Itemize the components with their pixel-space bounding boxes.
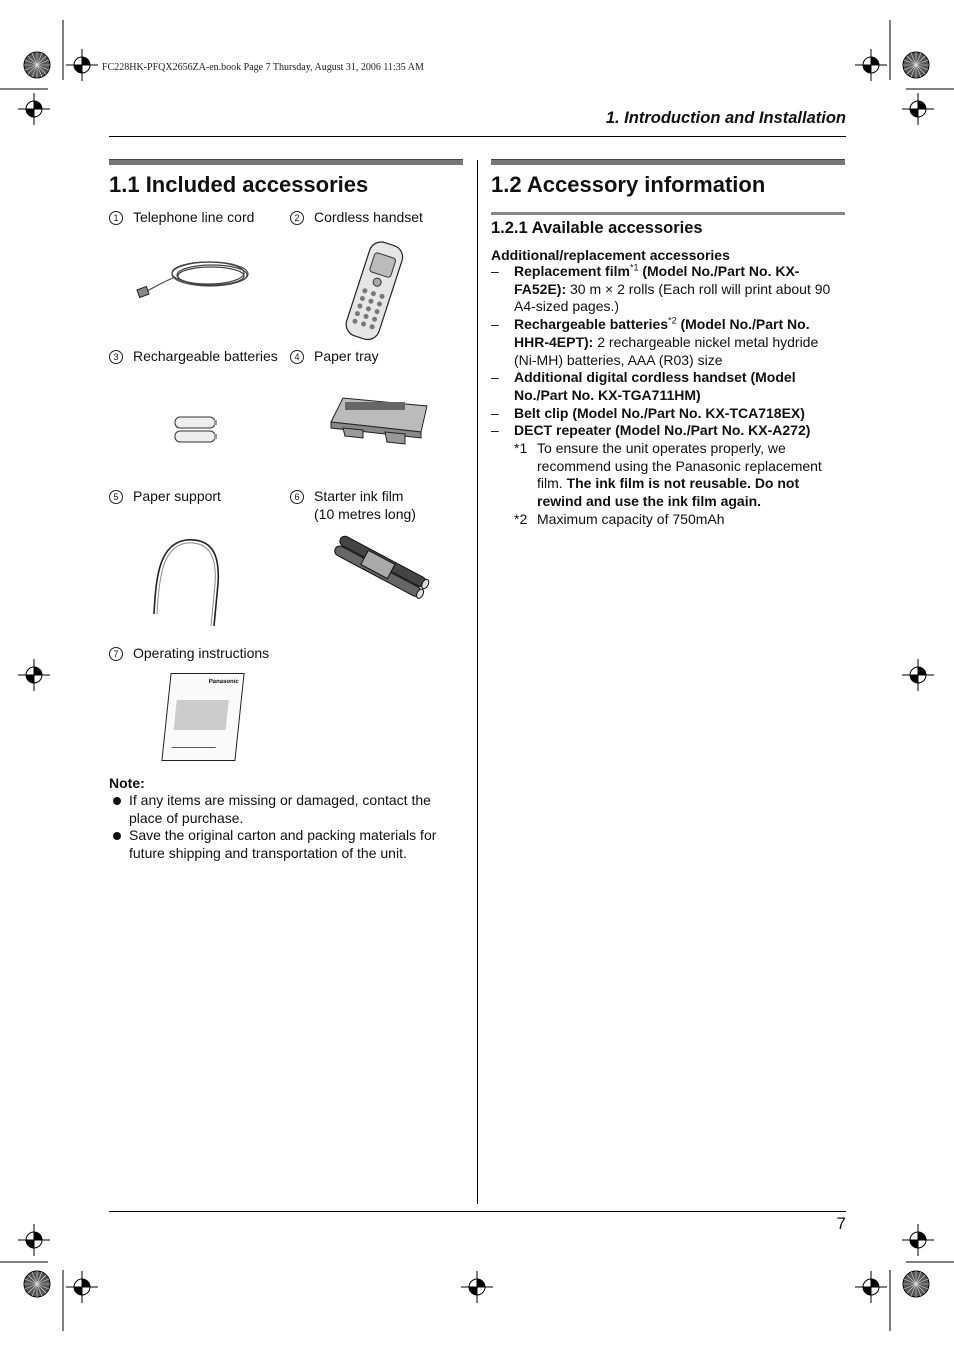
batteries-illustration <box>172 414 222 446</box>
item-label: Telephone line cord <box>133 209 255 225</box>
note-item <box>109 792 454 827</box>
book-slug: FC228HK-PFQX2656ZA-en.book Page 7 Thursday, August 31, 2006 11:35 AM <box>102 62 424 73</box>
item-label: Rechargeable batteries <box>133 348 278 364</box>
item-number: 3 <box>109 350 123 364</box>
ink-film-illustration <box>325 534 435 604</box>
accessory-list-title: Additional/replacement accessories <box>491 247 730 263</box>
header-rule <box>109 136 846 137</box>
item-paper-support <box>109 488 221 506</box>
note-text: Save the original carton and packing materials for future shipping and transportation of the unit. <box>129 827 437 862</box>
item-number: 1 <box>109 211 123 225</box>
item-number: 2 <box>290 211 304 225</box>
note-item <box>109 827 454 862</box>
item-operating-instructions <box>109 645 269 663</box>
booklet-brand: Panasonic <box>208 679 239 685</box>
item-label: Cordless handset <box>314 209 423 225</box>
operating-instructions-booklet <box>161 673 244 761</box>
section-bar-left <box>109 159 463 165</box>
footer-rule <box>109 1211 846 1212</box>
item-starter-ink-film <box>290 488 416 523</box>
note-text: If any items are missing or damaged, contact the place of purchase. <box>129 792 431 826</box>
section-bar-right <box>491 159 845 165</box>
accessory-entry: – Replacement film$^{*1}$ (Model No./Part No. KX-FA52E): 30 m × 2 rolls (Each roll will print about 90 A4-sized pages.) <box>491 262 831 315</box>
item-label: Operating instructions <box>133 645 270 661</box>
accessory-entry: – Rechargeable batteries$^{*2}$ (Model No./Part No. HHR-4EPT): 2 rechargeable nickel metal hydride (Ni-MH) batteries, AAA (R03) size <box>491 315 819 368</box>
bullet-icon <box>113 832 121 840</box>
page-number: 7 <box>836 1214 846 1233</box>
handset-illustration <box>335 240 415 345</box>
item-paper-tray <box>290 348 379 366</box>
column-divider <box>477 160 478 1204</box>
item-telephone-cord <box>109 209 254 227</box>
item-number: 4 <box>290 350 304 364</box>
telephone-cord-illustration <box>135 252 255 312</box>
note-list <box>109 792 454 863</box>
accessory-entry: – DECT repeater (Model No./Part No. KX-A272) <box>491 422 811 439</box>
subsection-title-available: 1.2.1 Available accessories <box>491 219 703 237</box>
item-rechargeable-batteries <box>109 348 278 366</box>
subsection-bar <box>491 212 845 215</box>
accessory-list <box>491 263 843 529</box>
item-number: 6 <box>290 490 304 504</box>
item-label: Starter ink film <box>314 488 404 504</box>
chapter-header: 1. Introduction and Installation <box>605 109 846 127</box>
item-label: Paper support <box>133 488 221 504</box>
item-label: Paper tray <box>314 348 379 364</box>
item-number: 5 <box>109 490 123 504</box>
paper-support-illustration <box>146 534 236 629</box>
item-cordless-handset <box>290 209 423 227</box>
item-label-detail: (10 metres long) <box>314 505 416 522</box>
paper-tray-illustration <box>323 392 433 452</box>
accessory-entry: – Additional digital cordless handset (Model No./Part No. KX-TGA711HM) <box>491 369 796 403</box>
section-title-included: 1.1 Included accessories <box>109 172 369 197</box>
item-number: 7 <box>109 647 123 661</box>
bullet-icon <box>113 797 121 805</box>
accessory-entry: – Belt clip (Model No./Part No. KX-TCA718EX) <box>491 404 805 421</box>
footnote: *2 Maximum capacity of 750mAh <box>514 510 725 527</box>
section-title-accessory-info: 1.2 Accessory information <box>491 172 766 197</box>
note-title: Note: <box>109 775 145 791</box>
footnote: *1 To ensure the unit operates properly, we recommend using the Panasonic replacement film. The ink film is not reusable. Do not rewind and use the ink film again. <box>514 440 822 510</box>
